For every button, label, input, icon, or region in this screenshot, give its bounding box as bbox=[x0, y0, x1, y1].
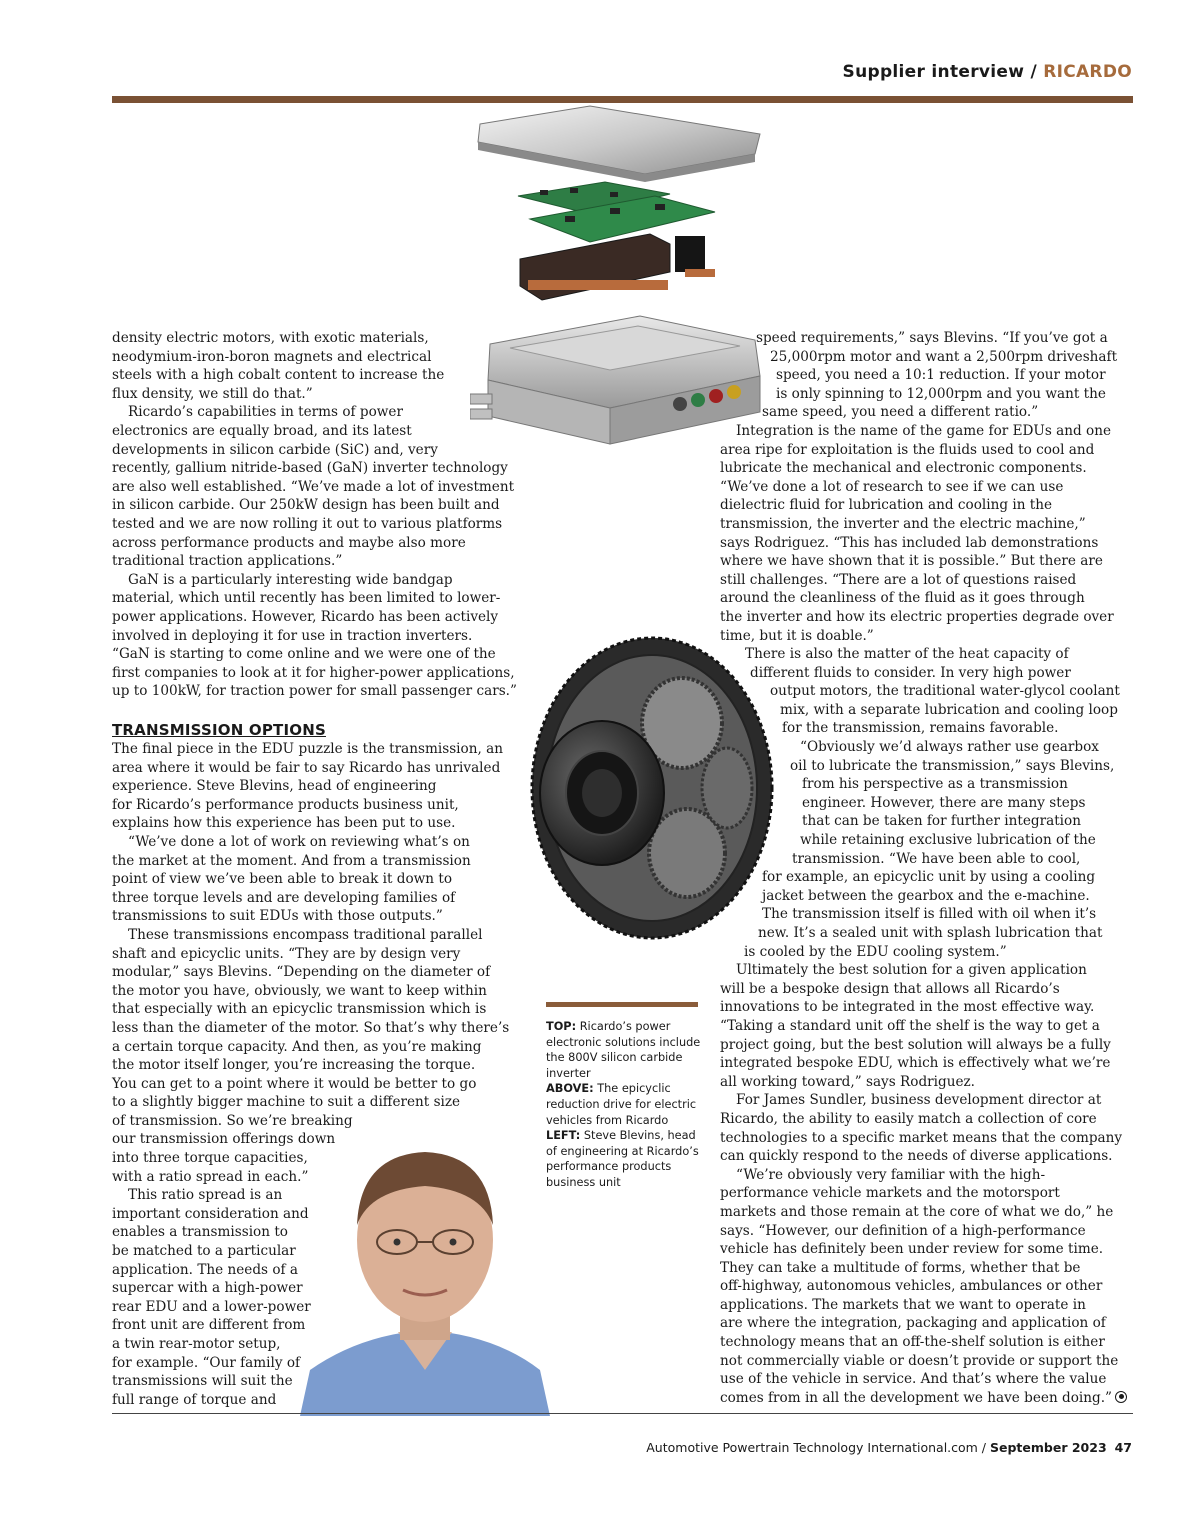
body-line: jacket between the gearbox and the e-machine. bbox=[762, 887, 1090, 904]
column-1-top-text bbox=[112, 329, 532, 701]
body-line: markets and those remain at the core of what we do,” he bbox=[720, 1203, 1114, 1220]
body-line: for example. “Our family of bbox=[112, 1354, 301, 1371]
body-line: for example, an epicyclic unit by using a cooling bbox=[762, 869, 1096, 886]
caption-top bbox=[546, 1019, 704, 1081]
body-line: modular,” says Blevins. “Depending on the diameter of bbox=[112, 964, 491, 981]
caption-rule bbox=[546, 1002, 698, 1007]
body-line: “Taking a standard unit off the shelf is the way to get a bbox=[720, 1017, 1100, 1034]
body-line: 25,000rpm motor and want a 2,500rpm driveshaft bbox=[770, 348, 1118, 365]
company-label: RICARDO bbox=[1043, 62, 1132, 82]
body-line: technologies to a specific market means that the company bbox=[720, 1129, 1123, 1146]
body-line: Ultimately the best solution for a given application bbox=[736, 962, 1087, 979]
body-line: rear EDU and a lower-power bbox=[112, 1298, 311, 1315]
body-line: power applications. However, Ricardo has been actively bbox=[112, 608, 499, 625]
body-line: This ratio spread is an bbox=[128, 1187, 283, 1204]
body-line: Ricardo’s capabilities in terms of power bbox=[128, 404, 403, 421]
body-line: developments in silicon carbide (SiC) and, very bbox=[112, 441, 438, 458]
body-line: transmission, the inverter and the electric machine,” bbox=[720, 515, 1086, 532]
body-line: across performance products and maybe also more bbox=[112, 534, 466, 551]
body-line: involved in deploying it for use in traction inverters. bbox=[112, 627, 473, 644]
body-line: performance vehicle markets and the motorsport bbox=[720, 1185, 1060, 1202]
body-line: electronics are equally broad, and its latest bbox=[112, 422, 412, 439]
body-line: will be a bespoke design that allows all Ricardo’s bbox=[720, 980, 1060, 997]
body-line: are where the integration, packaging and application of bbox=[720, 1315, 1106, 1332]
body-line: while retaining exclusive lubrication of the bbox=[800, 832, 1096, 849]
body-line: is only spinning to 12,000rpm and you want the bbox=[776, 385, 1106, 402]
body-line: is cooled by the EDU cooling system.” bbox=[744, 943, 1007, 960]
body-line: up to 100kW, for traction power for small passenger cars.” bbox=[112, 683, 517, 700]
body-line: in silicon carbide. Our 250kW design has been built and bbox=[112, 497, 500, 514]
caption-above-text: The epicyclic reduction drive for electric vehicles from Ricardo bbox=[546, 1082, 697, 1127]
body-line: supercar with a high-power bbox=[112, 1280, 303, 1297]
body-line: with a ratio spread in each.” bbox=[112, 1168, 309, 1185]
body-line: For James Sundler, business development director at bbox=[736, 1092, 1102, 1109]
body-line: They can take a multitude of forms, whether that be bbox=[720, 1259, 1081, 1276]
body-line: same speed, you need a different ratio.” bbox=[762, 404, 1039, 421]
caption-top-label: TOP: bbox=[546, 1020, 577, 1033]
body-line: These transmissions encompass traditional parallel bbox=[128, 926, 483, 943]
body-line: a twin rear-motor setup, bbox=[112, 1336, 281, 1352]
body-line: use of the vehicle in service. And that’s where the value bbox=[720, 1371, 1107, 1388]
section-subhead: TRANSMISSION OPTIONS bbox=[112, 721, 326, 739]
body-line: to a slightly bigger machine to suit a different size bbox=[112, 1094, 461, 1111]
body-line: area ripe for exploitation is the fluids used to cool and bbox=[720, 441, 1095, 458]
body-line: The transmission itself is filled with oil when it’s bbox=[762, 906, 1097, 923]
caption-left-label: LEFT: bbox=[546, 1129, 581, 1143]
body-line: full range of torque and bbox=[112, 1391, 277, 1408]
body-line: a certain torque capacity. And then, as you’re making bbox=[112, 1038, 482, 1055]
body-line: transmissions will suit the bbox=[112, 1373, 293, 1390]
body-line: time, but it is doable.” bbox=[720, 627, 874, 644]
caption-top-text: Ricardo’s power electronic solutions include the 800V silicon carbide inverter bbox=[546, 1020, 701, 1080]
body-line: application. The needs of a bbox=[112, 1261, 298, 1278]
footer-rule bbox=[112, 1413, 1133, 1414]
body-line: into three torque capacities, bbox=[112, 1150, 308, 1167]
body-line: material, which until recently has been limited to lower- bbox=[112, 590, 501, 607]
body-line: enables a transmission to bbox=[112, 1224, 288, 1241]
body-line: point of view we’ve been able to break it down to bbox=[112, 871, 453, 888]
body-line: around the cleanliness of the fluid as it goes through bbox=[720, 590, 1085, 607]
body-line: Ricardo, the ability to easily match a collection of core bbox=[720, 1110, 1097, 1127]
body-line: that especially with an epicyclic transmission which is bbox=[112, 1001, 487, 1018]
body-line: transmissions to suit EDUs with those outputs.” bbox=[112, 908, 443, 925]
body-line: are also well established. “We’ve made a lot of investment bbox=[112, 478, 515, 495]
body-line: “We’re obviously very familiar with the high- bbox=[736, 1166, 1046, 1183]
body-line: not commercially viable or doesn’t provide or support the bbox=[720, 1352, 1119, 1369]
body-line: project going, but the best solution will always be a fully bbox=[720, 1036, 1111, 1053]
body-line: Integration is the name of the game for EDUs and one bbox=[736, 422, 1112, 439]
body-line: still challenges. “There are a lot of questions raised bbox=[720, 571, 1077, 588]
column-1-bottom-text bbox=[112, 720, 512, 1409]
body-line: speed, you need a 10:1 reduction. If your motor bbox=[776, 367, 1106, 384]
body-line-text: comes from in all the development we have been doing.” bbox=[720, 1389, 1112, 1406]
body-line: flux density, we still do that.” bbox=[112, 385, 313, 402]
body-line: engineer. However, there are many steps bbox=[802, 794, 1086, 811]
body-line: oil to lubricate the transmission,” says Blevins, bbox=[790, 757, 1115, 774]
body-line: off-highway, autonomous vehicles, ambulances or other bbox=[720, 1278, 1103, 1295]
body-line: says Rodriguez. “This has included lab demonstrations bbox=[720, 534, 1099, 551]
section-header bbox=[843, 62, 1132, 82]
body-line: mix, with a separate lubrication and cooling loop bbox=[780, 701, 1118, 718]
body-line: You can get to a point where it would be better to go bbox=[112, 1075, 477, 1092]
footer-site: Automotive Powertrain Technology International.com / bbox=[646, 1440, 990, 1455]
caption-left bbox=[546, 1128, 704, 1190]
body-line: integrated bespoke EDU, which is effectively what we’re bbox=[720, 1055, 1111, 1072]
body-line: GaN is a particularly interesting wide bandgap bbox=[128, 571, 453, 588]
footer-issue: September 2023 bbox=[990, 1440, 1107, 1455]
body-line: vehicle has definitely been under review for some time. bbox=[720, 1241, 1104, 1258]
body-line: the motor itself longer, you’re increasing the torque. bbox=[112, 1057, 476, 1074]
body-line: speed requirements,” says Blevins. “If you’ve got a bbox=[756, 330, 1108, 346]
body-line: first companies to look at it for higher-power applications, bbox=[112, 664, 515, 681]
body-line: recently, gallium nitride-based (GaN) inverter technology bbox=[112, 460, 508, 477]
page-footer bbox=[646, 1440, 1132, 1455]
header-rule bbox=[112, 96, 1133, 103]
body-line: “We’ve done a lot of work on reviewing what’s on bbox=[128, 833, 470, 850]
body-line: steels with a high cobalt content to increase the bbox=[112, 367, 445, 384]
body-line: be matched to a particular bbox=[112, 1243, 296, 1260]
body-line: our transmission offerings down bbox=[112, 1131, 336, 1148]
body-line: There is also the matter of the heat capacity of bbox=[745, 646, 1069, 663]
body-line: “GaN is starting to come online and we were one of the bbox=[112, 646, 496, 663]
body-line: lubricate the mechanical and electronic components. bbox=[720, 460, 1087, 477]
body-line: “Obviously we’d always rather use gearbox bbox=[800, 739, 1099, 756]
body-line: tested and we are now rolling it out to various platforms bbox=[112, 515, 503, 532]
body-line: three torque levels and are developing families of bbox=[112, 889, 456, 906]
body-line: that can be taken for further integration bbox=[802, 813, 1081, 830]
body-line: front unit are different from bbox=[112, 1317, 306, 1334]
body-line: for Ricardo’s performance products business unit, bbox=[112, 796, 459, 813]
caption-above-label: ABOVE: bbox=[546, 1082, 594, 1096]
body-line: of transmission. So we’re breaking bbox=[112, 1112, 353, 1129]
body-line: shaft and epicyclic units. “They are by design very bbox=[112, 945, 461, 962]
body-line: traditional traction applications.” bbox=[112, 553, 343, 570]
column-2-text bbox=[720, 329, 1135, 1407]
body-line: all working toward,” says Rodriguez. bbox=[720, 1073, 975, 1090]
body-line: The final piece in the EDU puzzle is the transmission, an bbox=[112, 741, 503, 757]
body-line: technology means that an off-the-shelf solution is either bbox=[720, 1334, 1105, 1351]
body-line: the inverter and how its electric properties degrade over bbox=[720, 608, 1114, 625]
body-line: important consideration and bbox=[112, 1205, 309, 1222]
body-line: the market at the moment. And from a transmission bbox=[112, 852, 471, 869]
page-number: 47 bbox=[1114, 1440, 1132, 1455]
body-line: density electric motors, with exotic materials, bbox=[112, 330, 429, 346]
caption-above bbox=[546, 1081, 704, 1128]
body-line: new. It’s a sealed unit with splash lubrication that bbox=[758, 925, 1103, 941]
body-line: different fluids to consider. In very high power bbox=[750, 664, 1071, 681]
body-line: applications. The markets that we want to operate in bbox=[720, 1296, 1086, 1313]
end-mark-icon bbox=[1115, 1391, 1127, 1403]
section-label: Supplier interview / bbox=[842, 62, 1044, 82]
body-line: area where it would be fair to say Ricardo has unrivaled bbox=[112, 759, 501, 776]
body-line: the motor you have, obviously, we want to keep within bbox=[112, 982, 487, 999]
body-line: transmission. “We have been able to cool, bbox=[792, 850, 1081, 867]
body-line: innovations to be integrated in the most effective way. bbox=[720, 999, 1095, 1016]
body-line: explains how this experience has been put to use. bbox=[112, 815, 456, 832]
body-line: for the transmission, remains favorable. bbox=[782, 720, 1059, 737]
body-line: experience. Steve Blevins, head of engineering bbox=[112, 778, 437, 795]
image-captions bbox=[546, 1019, 704, 1191]
body-line: neodymium-iron-boron magnets and electrical bbox=[112, 348, 432, 365]
body-line: says. “However, our definition of a high-performance bbox=[720, 1222, 1086, 1239]
body-line: from his perspective as a transmission bbox=[802, 776, 1068, 793]
body-line: output motors, the traditional water-glycol coolant bbox=[770, 683, 1120, 700]
body-line: “We’ve done a lot of research to see if we can use bbox=[720, 478, 1064, 495]
body-line: dielectric fluid for lubrication and cooling in the bbox=[720, 497, 1053, 514]
body-line: can quickly respond to the needs of diverse applications. bbox=[720, 1148, 1113, 1165]
caption-left-text: Steve Blevins, head of engineering at Ricardo’s performance products business unit bbox=[546, 1129, 699, 1189]
body-line: where we have shown that it is possible.” But there are bbox=[720, 553, 1103, 570]
body-line: less than the diameter of the motor. So that’s why there’s bbox=[112, 1019, 510, 1036]
body-line bbox=[720, 1389, 1135, 1408]
